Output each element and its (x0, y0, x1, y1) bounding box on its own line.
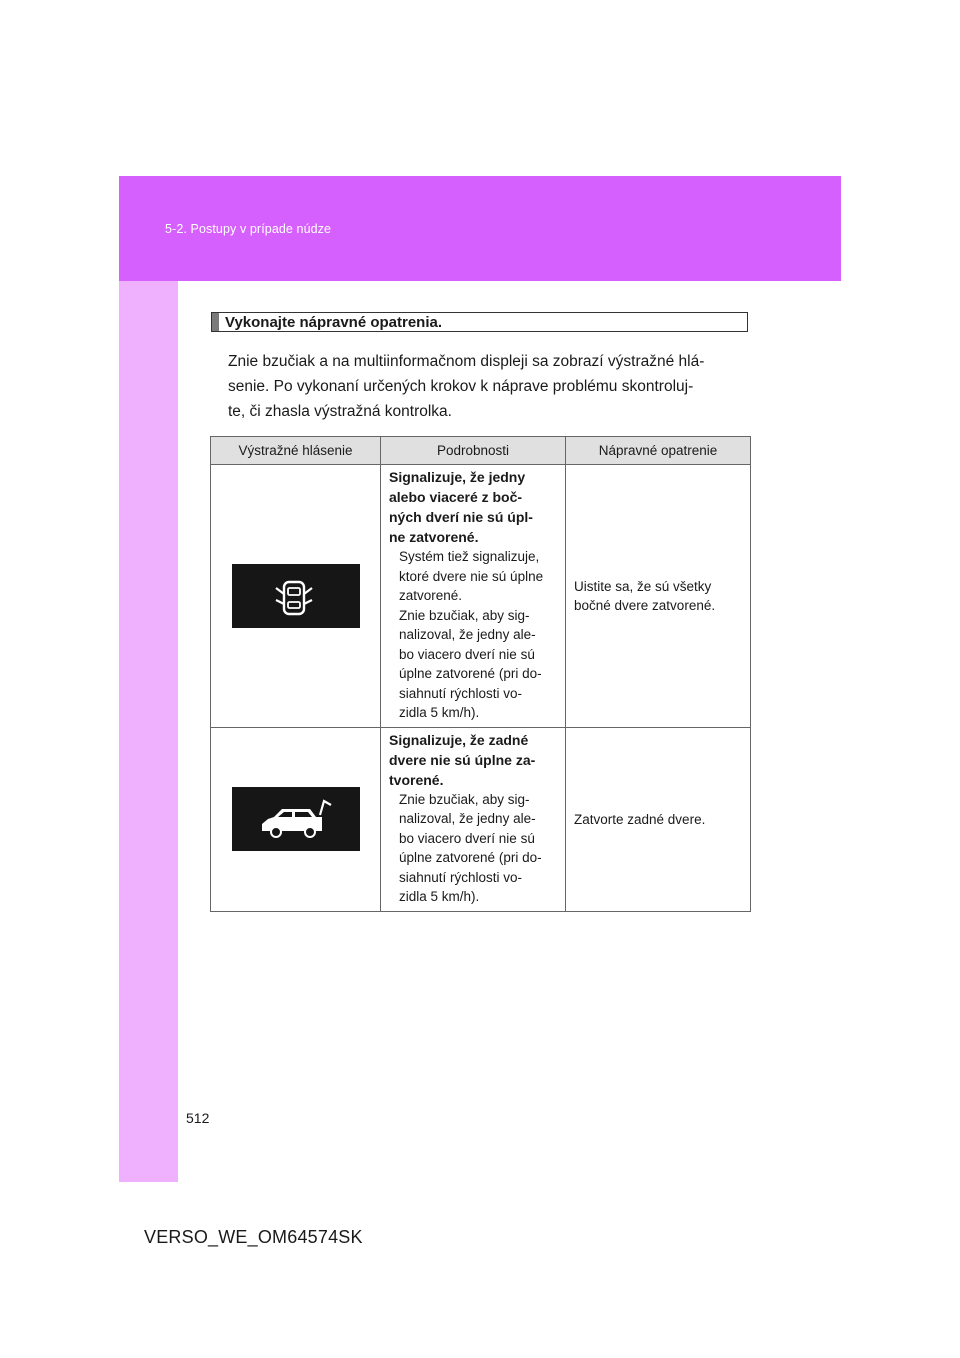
document-code: VERSO_WE_OM64574SK (144, 1227, 363, 1247)
detail-lead (389, 467, 561, 547)
rear-door-open-warning-icon (232, 787, 360, 851)
intro-line: senie. Po vykonaní určených krokov k náprave problému skontroluj- (228, 378, 694, 395)
text-line: zatvorené. (399, 588, 463, 603)
intro-line: te, či zhasla výstražná kontrolka. (228, 403, 452, 420)
text-line: ne zatvorené. (389, 529, 479, 545)
text-line: siahnutí rýchlosti vo- (399, 685, 523, 701)
text-line: úplne zatvorené (pri do- (399, 666, 542, 681)
section-title: 5-2. Postupy v prípade núdze (165, 222, 332, 236)
text-line: Znie bzučiak, aby sig- (399, 791, 530, 807)
door-open-warning-icon (232, 564, 360, 628)
table-row (211, 727, 751, 911)
text-line: Uistite sa, že sú všetky (574, 578, 712, 594)
text-line: zidla 5 km/h). (399, 705, 480, 720)
text-line: Signalizuje, že jedny (389, 469, 526, 485)
text-line: zidla 5 km/h). (399, 889, 480, 904)
subheading-text: Vykonajte nápravné opatrenia. (225, 313, 443, 331)
warning-icon-cell (211, 727, 381, 911)
page-number: 512 (186, 1110, 210, 1126)
text-line: bo viacero dverí nie sú (399, 646, 535, 662)
detail-cell (381, 465, 566, 728)
warning-table (210, 436, 751, 912)
subheading (211, 312, 748, 332)
text-line: Signalizuje, že zadné (389, 731, 529, 748)
detail-lead (389, 730, 561, 790)
detail-body (389, 790, 561, 907)
text-line: Zatvorte zadné dvere. (574, 811, 706, 827)
text-line: ných dverí nie sú úpl- (389, 509, 533, 525)
text-line: úplne zatvorené (pri do- (399, 850, 542, 865)
text-line: Systém tiež signalizuje, (399, 549, 540, 564)
text-line: tvorené. (389, 771, 444, 788)
text-line: alebo viaceré z boč- (389, 489, 523, 505)
text-line: nalizoval, že jedny ale- (399, 811, 536, 826)
detail-cell (381, 727, 566, 911)
side-strip (119, 281, 178, 1182)
action-cell (566, 727, 751, 911)
detail-body (389, 547, 561, 723)
intro-paragraph (228, 349, 746, 424)
table-header-row (211, 437, 751, 465)
text-line: ktoré dvere nie sú úplne (399, 568, 544, 584)
column-header: Nápravné opatrenie (566, 437, 751, 465)
warning-icon-cell (211, 465, 381, 728)
column-header: Podrobnosti (381, 437, 566, 465)
column-header: Výstražné hlásenie (211, 437, 381, 465)
text-line: dvere nie sú úplne za- (389, 751, 536, 768)
table-row (211, 465, 751, 728)
subheading-marker (212, 313, 219, 331)
text-line: siahnutí rýchlosti vo- (399, 869, 523, 885)
text-line: Znie bzučiak, aby sig- (399, 607, 530, 623)
text-line: nalizoval, že jedny ale- (399, 627, 536, 642)
text-line: bočné dvere zatvorené. (574, 597, 716, 613)
intro-line: Znie bzučiak a na multiinformačnom displeji sa zobrazí výstražné hlá- (228, 353, 705, 370)
text-line: bo viacero dverí nie sú (399, 830, 535, 846)
action-cell (566, 465, 751, 728)
